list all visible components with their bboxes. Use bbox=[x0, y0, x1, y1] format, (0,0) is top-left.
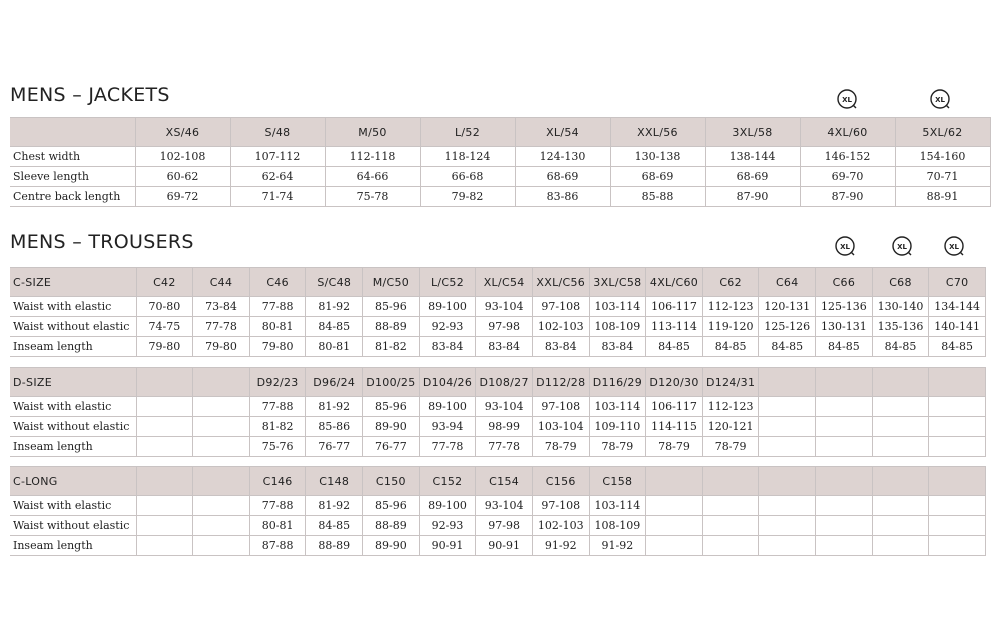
measurement-value: 88-89 bbox=[363, 516, 420, 536]
size-header-cell: C70 bbox=[929, 268, 986, 297]
measurement-value: 113-114 bbox=[646, 317, 703, 337]
measurement-value: 75-76 bbox=[249, 437, 306, 457]
measurement-label: Inseam length bbox=[10, 536, 136, 556]
measurement-value: 88-89 bbox=[363, 317, 420, 337]
measurement-value: 85-96 bbox=[363, 397, 420, 417]
measurement-value: 78-79 bbox=[646, 437, 703, 457]
measurement-value bbox=[759, 417, 816, 437]
size-header-cell: C148 bbox=[306, 467, 363, 496]
measurement-value: 85-86 bbox=[306, 417, 363, 437]
xl-badge-label: XL bbox=[935, 96, 945, 104]
table-row bbox=[10, 317, 986, 337]
measurement-label: Waist with elastic bbox=[10, 297, 136, 317]
size-header-cell bbox=[816, 368, 873, 397]
size-header-cell: D108/27 bbox=[476, 368, 533, 397]
trousers-clong-table bbox=[10, 466, 986, 556]
header-row bbox=[10, 368, 986, 397]
measurement-value: 90-91 bbox=[476, 536, 533, 556]
size-header-cell: C156 bbox=[532, 467, 589, 496]
table-section-label: C-SIZE bbox=[10, 268, 136, 297]
measurement-value: 68-69 bbox=[705, 167, 800, 187]
measurement-value bbox=[816, 437, 873, 457]
measurement-value: 78-79 bbox=[702, 437, 759, 457]
measurement-label: Waist without elastic bbox=[10, 317, 136, 337]
measurement-label: Inseam length bbox=[10, 337, 136, 357]
xl-badge-label: XL bbox=[897, 243, 907, 251]
measurement-value: 93-104 bbox=[476, 297, 533, 317]
measurement-value bbox=[816, 417, 873, 437]
measurement-value: 88-89 bbox=[306, 536, 363, 556]
measurement-value: 83-86 bbox=[515, 187, 610, 207]
header-row bbox=[10, 118, 990, 147]
measurement-value: 75-78 bbox=[325, 187, 420, 207]
measurement-value bbox=[872, 437, 929, 457]
measurement-value: 88-91 bbox=[895, 187, 990, 207]
size-header-cell bbox=[136, 467, 193, 496]
measurement-value: 106-117 bbox=[646, 397, 703, 417]
measurement-value: 76-77 bbox=[306, 437, 363, 457]
measurement-value: 80-81 bbox=[249, 516, 306, 536]
size-header-cell bbox=[759, 467, 816, 496]
measurement-value bbox=[136, 516, 193, 536]
measurement-value bbox=[702, 496, 759, 516]
size-header-cell: S/C48 bbox=[306, 268, 363, 297]
measurement-value: 92-93 bbox=[419, 516, 476, 536]
measurement-value: 64-66 bbox=[325, 167, 420, 187]
trousers-csize-table bbox=[10, 267, 986, 357]
size-header-cell: C44 bbox=[193, 268, 250, 297]
measurement-value: 85-88 bbox=[610, 187, 705, 207]
measurement-value: 89-90 bbox=[363, 417, 420, 437]
measurement-value: 84-85 bbox=[702, 337, 759, 357]
measurement-value: 70-71 bbox=[895, 167, 990, 187]
measurement-value: 83-84 bbox=[589, 337, 646, 357]
header-row bbox=[10, 467, 986, 496]
size-header-cell: C146 bbox=[249, 467, 306, 496]
measurement-value: 79-80 bbox=[193, 337, 250, 357]
measurement-value: 154-160 bbox=[895, 147, 990, 167]
size-header-cell: S/48 bbox=[230, 118, 325, 147]
size-header-cell: C150 bbox=[363, 467, 420, 496]
measurement-value: 135-136 bbox=[872, 317, 929, 337]
measurement-value bbox=[136, 417, 193, 437]
table-row bbox=[10, 147, 990, 167]
measurement-value: 103-114 bbox=[589, 397, 646, 417]
measurement-value: 112-118 bbox=[325, 147, 420, 167]
measurement-value bbox=[759, 536, 816, 556]
measurement-label: Centre back length bbox=[10, 187, 135, 207]
measurement-value bbox=[646, 536, 703, 556]
measurement-value: 140-141 bbox=[929, 317, 986, 337]
measurement-value bbox=[759, 437, 816, 457]
measurement-value: 79-80 bbox=[249, 337, 306, 357]
xl-badge-icon bbox=[929, 88, 951, 110]
measurement-value bbox=[193, 437, 250, 457]
measurement-value: 84-85 bbox=[306, 516, 363, 536]
measurement-value: 87-90 bbox=[800, 187, 895, 207]
size-header-cell: D112/28 bbox=[532, 368, 589, 397]
xl-badge-label: XL bbox=[949, 243, 959, 251]
measurement-value: 76-77 bbox=[363, 437, 420, 457]
table-row bbox=[10, 297, 986, 317]
size-header-cell bbox=[136, 368, 193, 397]
measurement-value: 90-91 bbox=[419, 536, 476, 556]
size-header-cell: 4XL/60 bbox=[800, 118, 895, 147]
measurement-value: 71-74 bbox=[230, 187, 325, 207]
table-row bbox=[10, 496, 986, 516]
measurement-value: 74-75 bbox=[136, 317, 193, 337]
measurement-value bbox=[929, 516, 986, 536]
measurement-value: 87-90 bbox=[705, 187, 800, 207]
size-header-cell: D104/26 bbox=[419, 368, 476, 397]
size-header-cell: D116/29 bbox=[589, 368, 646, 397]
measurement-value: 120-121 bbox=[702, 417, 759, 437]
measurement-label: Waist with elastic bbox=[10, 496, 136, 516]
measurement-value: 80-81 bbox=[306, 337, 363, 357]
size-header-cell bbox=[646, 467, 703, 496]
xl-badge-label: XL bbox=[842, 96, 852, 104]
measurement-value bbox=[816, 516, 873, 536]
measurement-value bbox=[193, 536, 250, 556]
size-header-cell: M/C50 bbox=[363, 268, 420, 297]
size-header-cell bbox=[759, 368, 816, 397]
table-section-label: D-SIZE bbox=[10, 368, 136, 397]
measurement-value: 103-114 bbox=[589, 297, 646, 317]
size-header-cell: XXL/56 bbox=[610, 118, 705, 147]
size-header-cell: XXL/C56 bbox=[532, 268, 589, 297]
trousers-title: MENS – TROUSERS bbox=[10, 231, 194, 253]
measurement-value: 62-64 bbox=[230, 167, 325, 187]
measurement-value: 84-85 bbox=[816, 337, 873, 357]
measurement-value bbox=[759, 397, 816, 417]
measurement-value: 103-114 bbox=[589, 496, 646, 516]
measurement-value: 77-88 bbox=[249, 297, 306, 317]
measurement-label: Waist with elastic bbox=[10, 397, 136, 417]
measurement-value: 109-110 bbox=[589, 417, 646, 437]
measurement-value bbox=[816, 397, 873, 417]
size-header-cell: C68 bbox=[872, 268, 929, 297]
measurement-value: 84-85 bbox=[872, 337, 929, 357]
measurement-value: 78-79 bbox=[532, 437, 589, 457]
measurement-value: 81-92 bbox=[306, 496, 363, 516]
measurement-value: 102-103 bbox=[532, 516, 589, 536]
measurement-value: 138-144 bbox=[705, 147, 800, 167]
measurement-label: Sleeve length bbox=[10, 167, 135, 187]
measurement-value bbox=[193, 397, 250, 417]
size-header-cell: 4XL/C60 bbox=[646, 268, 703, 297]
measurement-value: 93-94 bbox=[419, 417, 476, 437]
measurement-value: 98-99 bbox=[476, 417, 533, 437]
size-header-cell: C158 bbox=[589, 467, 646, 496]
measurement-value bbox=[929, 437, 986, 457]
table-row bbox=[10, 337, 986, 357]
measurement-value: 130-140 bbox=[872, 297, 929, 317]
measurement-label: Waist without elastic bbox=[10, 417, 136, 437]
xl-badge-icon bbox=[943, 235, 965, 257]
measurement-value: 91-92 bbox=[532, 536, 589, 556]
measurement-value bbox=[136, 397, 193, 417]
measurement-value: 114-115 bbox=[646, 417, 703, 437]
xl-badge-icon bbox=[834, 235, 856, 257]
measurement-value bbox=[646, 516, 703, 536]
table-section-label: C-LONG bbox=[10, 467, 136, 496]
measurement-value: 83-84 bbox=[532, 337, 589, 357]
table-row bbox=[10, 516, 986, 536]
measurement-value: 89-100 bbox=[419, 496, 476, 516]
size-header-cell bbox=[816, 467, 873, 496]
measurement-value bbox=[136, 496, 193, 516]
measurement-value: 97-108 bbox=[532, 496, 589, 516]
measurement-value: 89-100 bbox=[419, 297, 476, 317]
measurement-value: 77-78 bbox=[476, 437, 533, 457]
measurement-value: 79-82 bbox=[420, 187, 515, 207]
measurement-value bbox=[929, 496, 986, 516]
measurement-value: 89-90 bbox=[363, 536, 420, 556]
measurement-value: 84-85 bbox=[306, 317, 363, 337]
measurement-value: 97-108 bbox=[532, 297, 589, 317]
xl-badge-icon bbox=[891, 235, 913, 257]
measurement-value: 120-131 bbox=[759, 297, 816, 317]
measurement-value: 84-85 bbox=[759, 337, 816, 357]
size-header-cell: XL/54 bbox=[515, 118, 610, 147]
measurement-value bbox=[759, 516, 816, 536]
measurement-value: 108-109 bbox=[589, 516, 646, 536]
size-header-cell: XL/C54 bbox=[476, 268, 533, 297]
table-row bbox=[10, 417, 986, 437]
measurement-value: 81-92 bbox=[306, 297, 363, 317]
size-header-cell: C42 bbox=[136, 268, 193, 297]
measurement-value bbox=[816, 496, 873, 516]
size-header-cell: C66 bbox=[816, 268, 873, 297]
measurement-value: 97-108 bbox=[532, 397, 589, 417]
table-row bbox=[10, 187, 990, 207]
size-header-cell bbox=[193, 368, 250, 397]
measurement-value: 84-85 bbox=[929, 337, 986, 357]
measurement-value: 80-81 bbox=[249, 317, 306, 337]
measurement-value: 102-103 bbox=[532, 317, 589, 337]
measurement-value: 130-131 bbox=[816, 317, 873, 337]
measurement-value bbox=[816, 536, 873, 556]
measurement-value: 83-84 bbox=[476, 337, 533, 357]
size-header-cell bbox=[872, 368, 929, 397]
measurement-label: Waist without elastic bbox=[10, 516, 136, 536]
measurement-value: 112-123 bbox=[702, 397, 759, 417]
size-header-cell: D124/31 bbox=[702, 368, 759, 397]
measurement-value: 97-98 bbox=[476, 317, 533, 337]
measurement-value: 119-120 bbox=[702, 317, 759, 337]
table-row bbox=[10, 167, 990, 187]
xl-badge-label: XL bbox=[840, 243, 850, 251]
measurement-value: 102-108 bbox=[135, 147, 230, 167]
size-header-cell bbox=[702, 467, 759, 496]
size-header-cell: 3XL/C58 bbox=[589, 268, 646, 297]
size-header-cell: L/52 bbox=[420, 118, 515, 147]
size-header-cell bbox=[193, 467, 250, 496]
table-row bbox=[10, 437, 986, 457]
size-header-cell bbox=[929, 368, 986, 397]
size-header-cell: D92/23 bbox=[249, 368, 306, 397]
measurement-value: 106-117 bbox=[646, 297, 703, 317]
measurement-value: 69-70 bbox=[800, 167, 895, 187]
measurement-value bbox=[872, 496, 929, 516]
measurement-value: 69-72 bbox=[135, 187, 230, 207]
header-row bbox=[10, 268, 986, 297]
measurement-value: 108-109 bbox=[589, 317, 646, 337]
measurement-value: 83-84 bbox=[419, 337, 476, 357]
measurement-value: 118-124 bbox=[420, 147, 515, 167]
measurement-value bbox=[193, 516, 250, 536]
measurement-value: 78-79 bbox=[589, 437, 646, 457]
measurement-value: 124-130 bbox=[515, 147, 610, 167]
measurement-value: 125-126 bbox=[759, 317, 816, 337]
measurement-value: 70-80 bbox=[136, 297, 193, 317]
size-header-cell: C46 bbox=[249, 268, 306, 297]
measurement-value: 73-84 bbox=[193, 297, 250, 317]
measurement-value: 79-80 bbox=[136, 337, 193, 357]
size-header-cell: D100/25 bbox=[363, 368, 420, 397]
measurement-value: 81-82 bbox=[249, 417, 306, 437]
measurement-value: 60-62 bbox=[135, 167, 230, 187]
measurement-value bbox=[872, 516, 929, 536]
measurement-value: 91-92 bbox=[589, 536, 646, 556]
measurement-value bbox=[193, 417, 250, 437]
measurement-value: 66-68 bbox=[420, 167, 515, 187]
measurement-value: 68-69 bbox=[515, 167, 610, 187]
measurement-value: 125-136 bbox=[816, 297, 873, 317]
measurement-value: 77-78 bbox=[419, 437, 476, 457]
measurement-value: 81-82 bbox=[363, 337, 420, 357]
measurement-value: 103-104 bbox=[532, 417, 589, 437]
size-header-cell: C154 bbox=[476, 467, 533, 496]
size-header-cell: XS/46 bbox=[135, 118, 230, 147]
measurement-value bbox=[193, 496, 250, 516]
measurement-value: 68-69 bbox=[610, 167, 705, 187]
size-header-cell: 3XL/58 bbox=[705, 118, 800, 147]
size-header-cell: D96/24 bbox=[306, 368, 363, 397]
measurement-value bbox=[929, 397, 986, 417]
measurement-value bbox=[136, 536, 193, 556]
measurement-value bbox=[872, 397, 929, 417]
measurement-value bbox=[646, 496, 703, 516]
measurement-value: 146-152 bbox=[800, 147, 895, 167]
measurement-value: 81-92 bbox=[306, 397, 363, 417]
measurement-label: Chest width bbox=[10, 147, 135, 167]
measurement-value bbox=[759, 496, 816, 516]
measurement-value bbox=[872, 536, 929, 556]
size-header-cell: M/50 bbox=[325, 118, 420, 147]
measurement-value: 134-144 bbox=[929, 297, 986, 317]
measurement-value bbox=[702, 536, 759, 556]
measurement-value: 89-100 bbox=[419, 397, 476, 417]
measurement-value: 107-112 bbox=[230, 147, 325, 167]
jackets-title: MENS – JACKETS bbox=[10, 84, 170, 106]
size-header-cell bbox=[872, 467, 929, 496]
size-header-cell bbox=[929, 467, 986, 496]
measurement-value bbox=[929, 417, 986, 437]
xl-badge-icon bbox=[836, 88, 858, 110]
measurement-value bbox=[702, 516, 759, 536]
measurement-label: Inseam length bbox=[10, 437, 136, 457]
size-header-cell: C62 bbox=[702, 268, 759, 297]
measurement-value: 77-78 bbox=[193, 317, 250, 337]
measurement-value bbox=[136, 437, 193, 457]
measurement-value: 77-88 bbox=[249, 496, 306, 516]
table-row bbox=[10, 536, 986, 556]
measurement-value: 112-123 bbox=[702, 297, 759, 317]
size-header-cell: 5XL/62 bbox=[895, 118, 990, 147]
size-header-cell: L/C52 bbox=[419, 268, 476, 297]
trousers-dsize-table bbox=[10, 367, 986, 457]
measurement-value: 87-88 bbox=[249, 536, 306, 556]
measurement-value: 93-104 bbox=[476, 496, 533, 516]
measurement-value: 93-104 bbox=[476, 397, 533, 417]
measurement-value: 85-96 bbox=[363, 297, 420, 317]
table-section-label bbox=[10, 118, 135, 147]
measurement-value bbox=[872, 417, 929, 437]
measurement-value: 92-93 bbox=[419, 317, 476, 337]
measurement-value: 85-96 bbox=[363, 496, 420, 516]
size-header-cell: D120/30 bbox=[646, 368, 703, 397]
jackets-size-table bbox=[10, 117, 991, 207]
measurement-value bbox=[929, 536, 986, 556]
size-header-cell: C152 bbox=[419, 467, 476, 496]
measurement-value: 84-85 bbox=[646, 337, 703, 357]
size-header-cell: C64 bbox=[759, 268, 816, 297]
measurement-value: 97-98 bbox=[476, 516, 533, 536]
measurement-value: 77-88 bbox=[249, 397, 306, 417]
measurement-value: 130-138 bbox=[610, 147, 705, 167]
table-row bbox=[10, 397, 986, 417]
